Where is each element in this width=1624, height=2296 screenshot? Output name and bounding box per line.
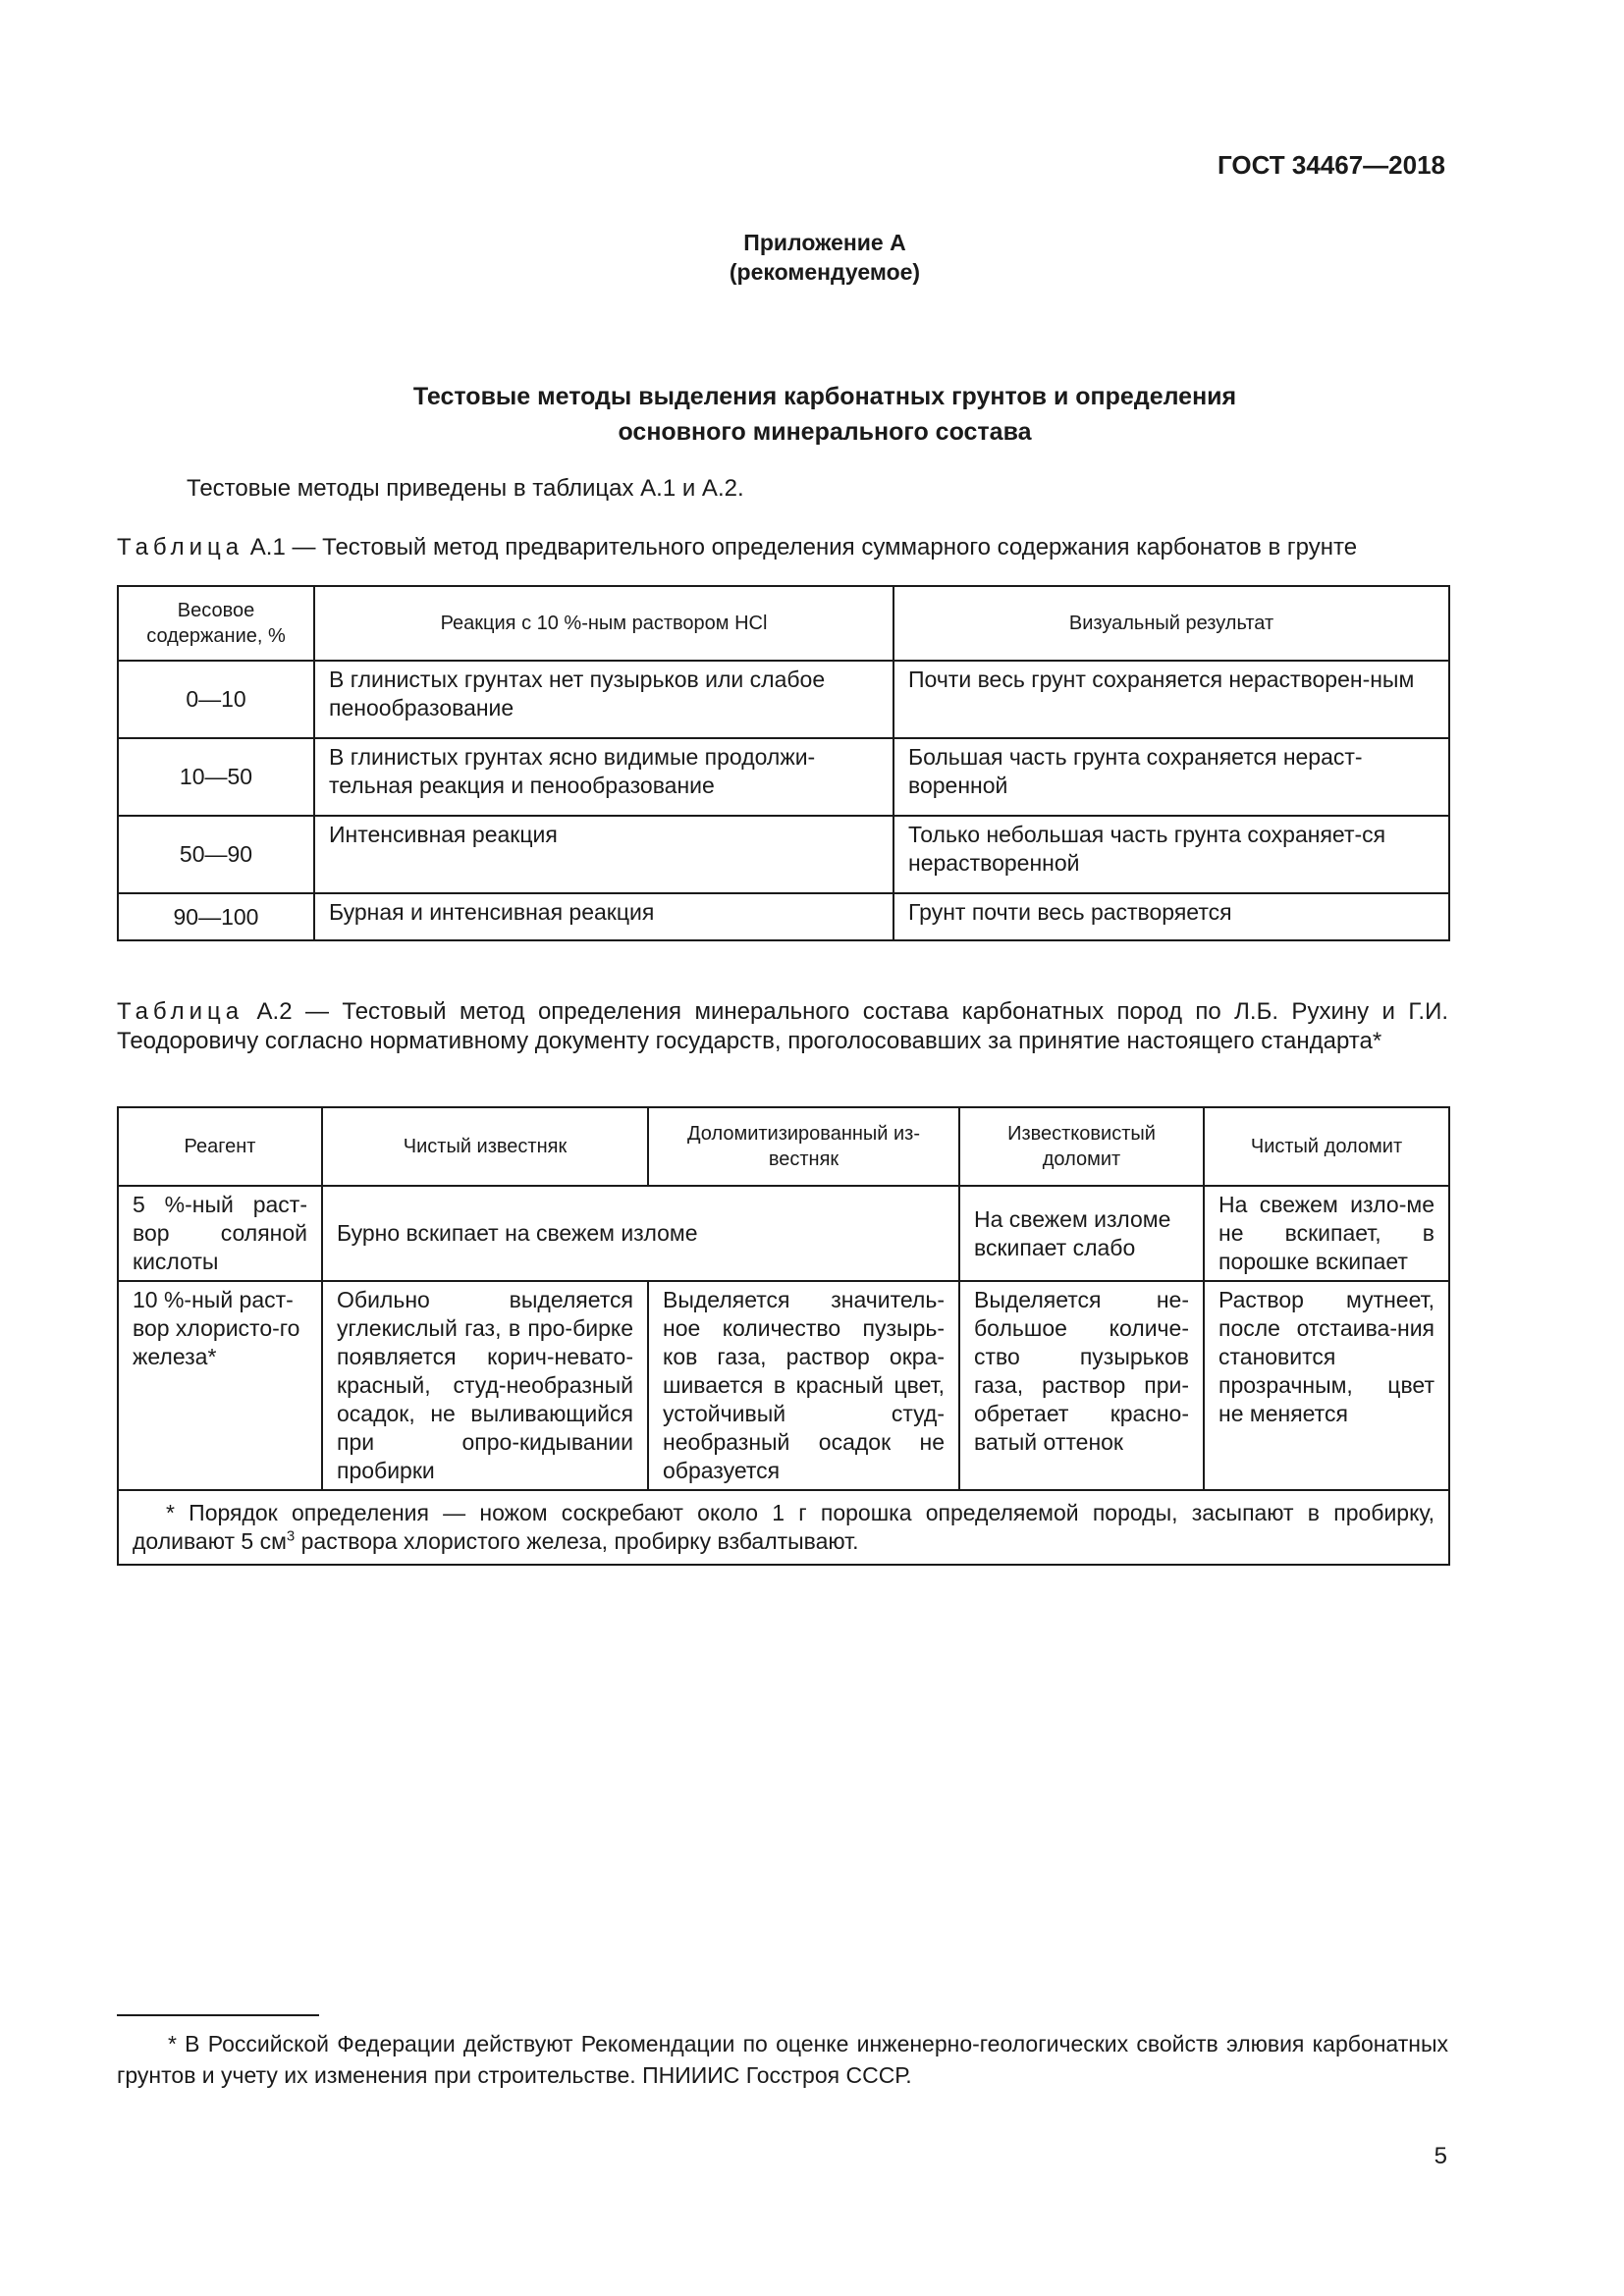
page-title <box>0 379 1624 450</box>
table2-cell-calc-dolomite: Выделяется не-большое количе-ство пузырьков газа, раствор при-обретает красно-ватый оттенок <box>959 1281 1204 1490</box>
table-row <box>118 661 1449 738</box>
footnote-divider <box>117 2014 319 2016</box>
table2-header-pure-dolomite: Чистый доломит <box>1204 1107 1449 1186</box>
table-row <box>118 893 1449 940</box>
intro-paragraph: Тестовые методы приведены в таблицах А.1 и А.2. <box>187 475 744 502</box>
table-1 <box>117 585 1450 941</box>
table1-cell-reaction: Бурная и интенсивная реакция <box>314 893 893 940</box>
table-row <box>118 816 1449 893</box>
page-number: 5 <box>1434 2143 1447 2169</box>
table2-cell-pure-limestone: Обильно выделяется углекислый газ, в про-бирке появляется корич-невато-красный, студ-необразный осадок, не выливающийся при опро-кидывании пробирки <box>322 1281 648 1490</box>
table2-header-pure-limestone: Чистый известняк <box>322 1107 648 1186</box>
title-line-1: Тестовые методы выделения карбонатных грунтов и определения <box>412 383 1237 410</box>
table2-note-text-end: раствора хлористого железа, пробирку взбалтывают. <box>295 1528 859 1554</box>
table2-cell-reagent: 10 %-ный раст-вор хлористо-го железа* <box>118 1281 322 1490</box>
table2-header-row <box>118 1107 1449 1186</box>
appendix-heading <box>0 228 1624 287</box>
table1-cell-reaction: Интенсивная реакция <box>314 816 893 893</box>
table1-cell-weight: 10—50 <box>118 738 314 816</box>
table1-cell-weight: 90—100 <box>118 893 314 940</box>
table2-caption <box>117 997 1448 1056</box>
table1-cell-weight: 50—90 <box>118 816 314 893</box>
footnote: * В Российской Федерации действуют Рекомендации по оценке инженерно-геологических свойств элювия карбонатных грунтов и учету их изменения при строительстве. ПНИИИС Госстроя СССР. <box>117 2031 1448 2088</box>
table2-note-superscript: 3 <box>286 1527 296 1545</box>
table1-cell-result: Большая часть грунта сохраняется нераст-воренной <box>893 738 1449 816</box>
table2-cell-limestone-merged: Бурно вскипает на свежем изломе <box>322 1186 959 1281</box>
table1-cell-reaction: В глинистых грунтах ясно видимые продолжи-тельная реакция и пенообразование <box>314 738 893 816</box>
table2-header-calc-dolomite: Известковистый доломит <box>959 1107 1204 1186</box>
table1-caption-word: Таблица <box>117 534 244 561</box>
table1-cell-reaction: В глинистых грунтах нет пузырьков или слабое пенообразование <box>314 661 893 738</box>
table1-caption <box>117 533 1448 562</box>
table1-header-reaction: Реакция с 10 %-ным раствором НСl <box>314 586 893 661</box>
table2-cell-reagent: 5 %-ный раст-вор соляной кислоты <box>118 1186 322 1281</box>
table1-cell-result: Грунт почти весь растворяется <box>893 893 1449 940</box>
table1-cell-result: Почти весь грунт сохраняется нерастворен-ным <box>893 661 1449 738</box>
table2-cell-dolomitized-limestone: Выделяется значитель-ное количество пузырь-ков газа, раствор окра-шивается в красный цвет, устойчивый студ-необразный осадок не образуется <box>648 1281 959 1490</box>
table-row <box>118 1490 1449 1565</box>
table2-note <box>118 1490 1449 1565</box>
table1-header-result: Визуальный результат <box>893 586 1449 661</box>
appendix-title: Приложение А <box>743 230 906 255</box>
table2-header-dolomitized-limestone: Доломитизированный из-вестняк <box>648 1107 959 1186</box>
table2-caption-word: Таблица <box>117 998 244 1025</box>
table-row <box>118 1281 1449 1490</box>
table1-cell-result: Только небольшая часть грунта сохраняет-ся нерастворенной <box>893 816 1449 893</box>
table2-cell-calc-dolomite: На свежем изломе вскипает слабо <box>959 1186 1204 1281</box>
table1-header-weight: Весовое содержание, % <box>118 586 314 661</box>
table2-cell-pure-dolomite: Раствор мутнеет, после отстаива-ния становится прозрачным, цвет не меняется <box>1204 1281 1449 1490</box>
table1-cell-weight: 0—10 <box>118 661 314 738</box>
table2-cell-pure-dolomite: На свежем изло-ме не вскипает, в порошке вскипает <box>1204 1186 1449 1281</box>
document-code: ГОСТ 34467—2018 <box>1218 150 1445 180</box>
table-row <box>118 1186 1449 1281</box>
table2-header-reagent: Реагент <box>118 1107 322 1186</box>
table2-note-text: * Порядок определения — ножом соскребают около 1 г порошка определяемой породы, засыпают в пробирку, доливают 5 см <box>133 1500 1435 1554</box>
title-line-2: основного минерального состава <box>618 418 1032 446</box>
table1-caption-text: А.1 — Тестовый метод предварительного определения суммарного содержания карбонатов в грунте <box>249 534 1358 561</box>
appendix-status: (рекомендуемое) <box>729 259 921 285</box>
table1-header-row <box>118 586 1449 661</box>
table2-caption-text: А.2 — Тестовый метод определения минерального состава карбонатных пород по Л.Б. Рухину и Г.И. Теодоровичу согласно нормативному документу государств, проголосовавших за принятие настоящего стандарта* <box>117 998 1448 1054</box>
table-2 <box>117 1106 1450 1566</box>
table-row <box>118 738 1449 816</box>
